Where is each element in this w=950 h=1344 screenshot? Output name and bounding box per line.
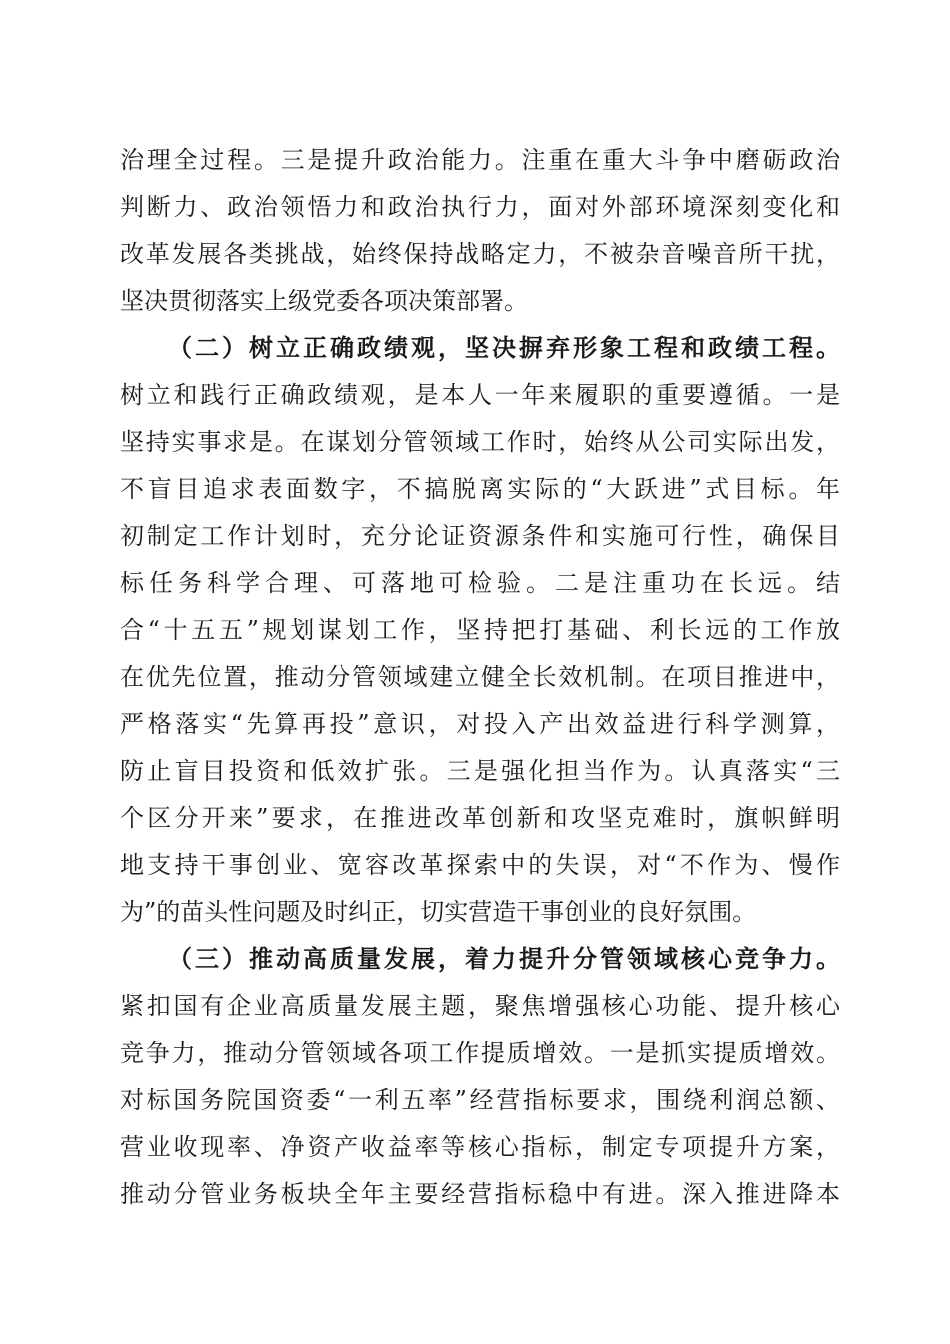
section-heading: （三）推动高质量发展，着力提升分管领域核心竞争力。 (168, 944, 840, 973)
body-line: 推动分管业务板块全年主要经营指标稳中有进。深入推进降本 (120, 1180, 840, 1208)
body-line: 为”的苗头性问题及时纠正，切实营造干事创业的良好氛围。 (120, 898, 757, 926)
body-line: 坚持实事求是。在谋划分管领域工作时，始终从公司实际出发， (120, 428, 840, 456)
body-line: 个区分开来”要求，在推进改革创新和攻坚克难时，旗帜鲜明 (120, 804, 840, 832)
body-line: 不盲目追求表面数字，不搞脱离实际的“大跃进”式目标。年 (120, 475, 840, 503)
body-line: 紧扣国有企业高质量发展主题，聚焦增强核心功能、提升核心 (120, 992, 840, 1020)
body-line: 防止盲目投资和低效扩张。三是强化担当作为。认真落实“三 (120, 757, 840, 785)
body-line: 地支持干事创业、宽容改革探索中的失误，对“不作为、慢作 (120, 851, 840, 879)
body-line: 判断力、政治领悟力和政治执行力，面对外部环境深刻变化和 (120, 193, 840, 221)
body-line: 治理全过程。三是提升政治能力。注重在重大斗争中磨砺政治 (120, 146, 840, 174)
body-line: 树立和践行正确政绩观，是本人一年来履职的重要遵循。一是 (120, 381, 840, 409)
body-line: 改革发展各类挑战，始终保持战略定力，不被杂音噪音所干扰， (120, 240, 840, 268)
body-line: 在优先位置，推动分管领域建立健全长效机制。在项目推进中， (120, 663, 840, 691)
section-heading: （二）树立正确政绩观，坚决摒弃形象工程和政绩工程。 (168, 333, 840, 362)
body-line: 竞争力，推动分管领域各项工作提质增效。一是抓实提质增效。 (120, 1039, 840, 1067)
body-line: 对标国务院国资委“一利五率”经营指标要求，围绕利润总额、 (120, 1086, 840, 1114)
body-line: 坚决贯彻落实上级党委各项决策部署。 (120, 287, 528, 315)
body-line: 标任务科学合理、可落地可检验。二是注重功在长远。结 (120, 569, 840, 597)
body-line: 营业收现率、净资产收益率等核心指标，制定专项提升方案， (120, 1133, 840, 1161)
body-line: 初制定工作计划时，充分论证资源条件和实施可行性，确保目 (120, 522, 840, 550)
body-line: 合“十五五”规划谋划工作，坚持把打基础、利长远的工作放 (120, 616, 840, 644)
body-line: 严格落实“先算再投”意识，对投入产出效益进行科学测算， (120, 710, 840, 738)
